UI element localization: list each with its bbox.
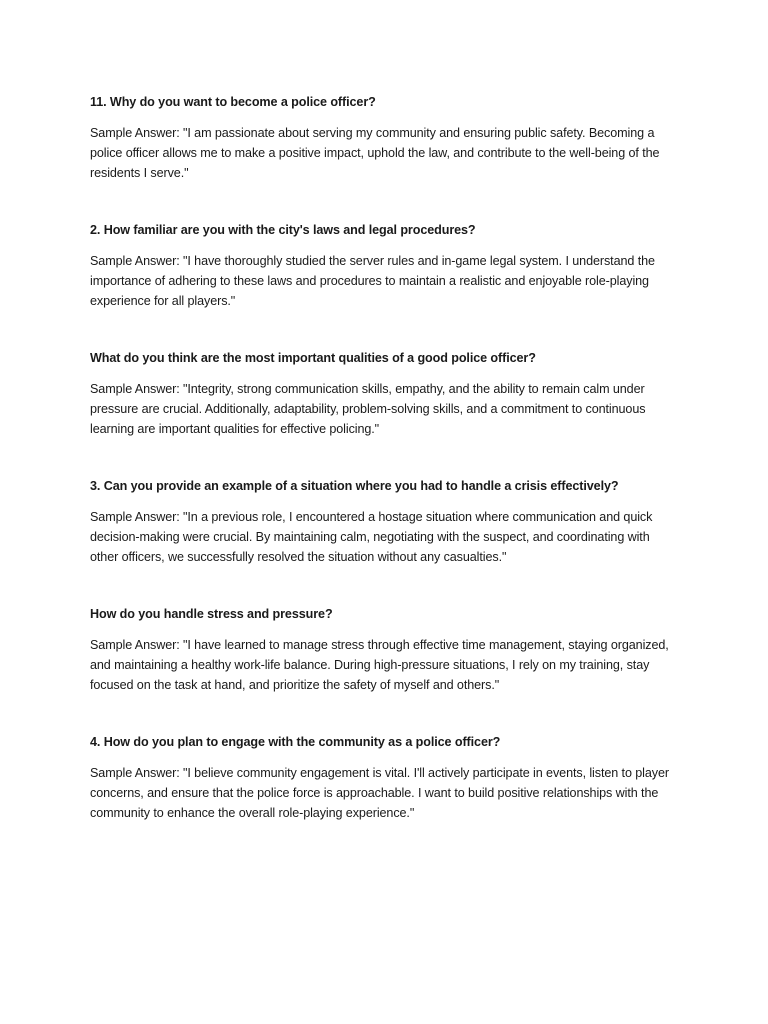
sample-answer: Sample Answer: "In a previous role, I encountered a hostage situation where communication and quick decision-making were crucial. By maintaining calm, negotiating with the suspect, and coordinating with other officers, we successfully resolved the situation without any casualties.": [90, 510, 653, 564]
sample-answer: Sample Answer: "I have learned to manage stress through effective time management, staying organized, and maintaining a healthy work-life balance. During high-pressure situations, I rely on my training, stay focused on the task at hand, and prioritize the safety of myself and others.": [90, 638, 669, 692]
document-page: [90, 92, 680, 860]
qa-block: [90, 92, 680, 183]
question-heading: How do you handle stress and pressure?: [90, 607, 333, 621]
question-heading: 3. Can you provide an example of a situation where you had to handle a crisis effectively?: [90, 479, 619, 493]
question-heading: 4. How do you plan to engage with the community as a police officer?: [90, 735, 501, 749]
qa-block: [90, 604, 680, 695]
qa-block: [90, 476, 680, 567]
qa-block: [90, 348, 680, 439]
question-heading: 2. How familiar are you with the city's laws and legal procedures?: [90, 223, 476, 237]
qa-block: [90, 732, 680, 823]
question-heading: 11. Why do you want to become a police officer?: [90, 95, 376, 109]
sample-answer: Sample Answer: "I have thoroughly studied the server rules and in-game legal system. I understand the importance of adhering to these laws and procedures to maintain a realistic and enjoyable role-playing experience for all players.": [90, 254, 655, 308]
sample-answer: Sample Answer: "I believe community engagement is vital. I'll actively participate in events, listen to player concerns, and ensure that the police force is approachable. I want to build positive relationships with the community to enhance the overall role-playing experience.": [90, 766, 669, 820]
question-heading: What do you think are the most important qualities of a good police officer?: [90, 351, 536, 365]
qa-block: [90, 220, 680, 311]
sample-answer: Sample Answer: "I am passionate about serving my community and ensuring public safety. Becoming a police officer allows me to make a positive impact, uphold the law, and contribute to the well-being of the residents I serve.": [90, 126, 660, 180]
sample-answer: Sample Answer: "Integrity, strong communication skills, empathy, and the ability to remain calm under pressure are crucial. Additionally, adaptability, problem-solving skills, and a commitment to continuous learning are important qualities for effective policing.": [90, 382, 646, 436]
